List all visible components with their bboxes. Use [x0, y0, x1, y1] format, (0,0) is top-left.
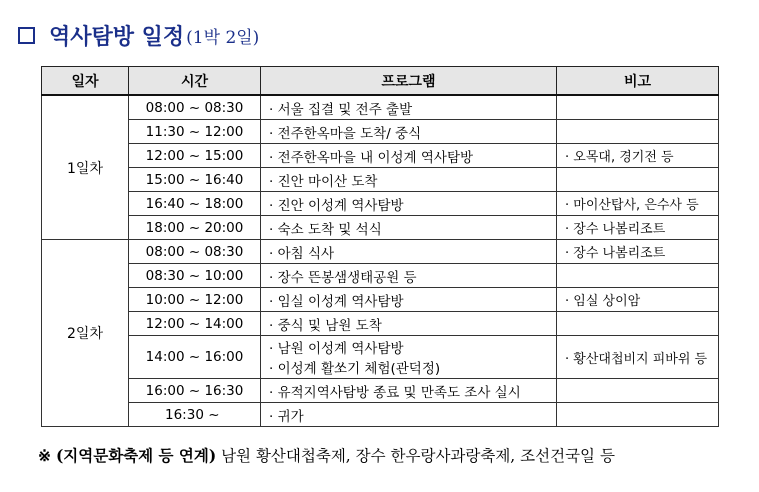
day-label: 2일차 [42, 240, 129, 427]
program-cell: · 장수 뜬봉샘생태공원 등 [261, 264, 557, 288]
table-row [42, 403, 719, 427]
time-cell: 18:00 ~ 20:00 [129, 216, 261, 240]
time-cell: 16:00 ~ 16:30 [129, 379, 261, 403]
note-cell [557, 403, 719, 427]
note-cell [557, 95, 719, 120]
table-row [42, 264, 719, 288]
page-title [18, 18, 259, 52]
table-row [42, 312, 719, 336]
program-cell: · 진안 이성계 역사탐방 [261, 192, 557, 216]
time-cell: 16:30 ~ [129, 403, 261, 427]
footnote [38, 444, 615, 466]
table-row [42, 216, 719, 240]
time-cell: 12:00 ~ 14:00 [129, 312, 261, 336]
header-time: 시간 [129, 67, 261, 96]
title-main: 역사탐방 일정 [49, 24, 185, 50]
program-cell [261, 336, 557, 379]
time-cell: 08:00 ~ 08:30 [129, 95, 261, 120]
program-cell: · 귀가 [261, 403, 557, 427]
note-cell [557, 168, 719, 192]
table-row [42, 168, 719, 192]
program-cell: · 서울 집결 및 전주 출발 [261, 95, 557, 120]
table-row [42, 120, 719, 144]
table-row [42, 336, 719, 379]
note-cell: · 임실 상이암 [557, 288, 719, 312]
note-cell: · 오목대, 경기전 등 [557, 144, 719, 168]
program-cell: · 중식 및 남원 도착 [261, 312, 557, 336]
time-cell: 16:40 ~ 18:00 [129, 192, 261, 216]
footnote-bold: (지역문화축제 등 연계) [55, 446, 217, 465]
note-cell [557, 312, 719, 336]
time-cell: 12:00 ~ 15:00 [129, 144, 261, 168]
time-cell: 11:30 ~ 12:00 [129, 120, 261, 144]
time-cell: 14:00 ~ 16:00 [129, 336, 261, 379]
note-cell [557, 379, 719, 403]
header-note: 비고 [557, 67, 719, 96]
header-program: 프로그램 [261, 67, 557, 96]
table-row [42, 95, 719, 120]
header-day: 일자 [42, 67, 129, 96]
time-cell: 10:00 ~ 12:00 [129, 288, 261, 312]
footnote-mark: ※ [38, 446, 51, 465]
schedule-table [41, 66, 719, 427]
table-row [42, 288, 719, 312]
time-cell: 08:00 ~ 08:30 [129, 240, 261, 264]
table-row [42, 144, 719, 168]
table-row [42, 379, 719, 403]
time-cell: 08:30 ~ 10:00 [129, 264, 261, 288]
program-cell: · 임실 이성계 역사탐방 [261, 288, 557, 312]
note-cell [557, 264, 719, 288]
program-cell: · 유적지역사탐방 종료 및 만족도 조사 실시 [261, 379, 557, 403]
program-cell: · 전주한옥마을 도착/ 중식 [261, 120, 557, 144]
program-line: · 이성계 활쏘기 체험(관덕정) [269, 361, 441, 377]
program-cell: · 아침 식사 [261, 240, 557, 264]
program-line: · 남원 이성계 역사탐방 [269, 341, 404, 357]
day-label: 1일차 [42, 95, 129, 240]
note-cell: · 장수 나봄리조트 [557, 240, 719, 264]
program-cell: · 숙소 도착 및 석식 [261, 216, 557, 240]
table-header-row [42, 67, 719, 96]
note-cell: · 황산대첩비지 피바위 등 [557, 336, 719, 379]
note-cell: · 마이산탑사, 은수사 등 [557, 192, 719, 216]
time-cell: 15:00 ~ 16:40 [129, 168, 261, 192]
note-cell [557, 120, 719, 144]
table-row [42, 240, 719, 264]
checkbox-square-icon [18, 27, 35, 44]
program-cell: · 진안 마이산 도착 [261, 168, 557, 192]
title-subtitle: (1박 2일) [186, 27, 260, 48]
program-cell: · 전주한옥마을 내 이성계 역사탐방 [261, 144, 557, 168]
table-row [42, 192, 719, 216]
footnote-text: 남원 황산대첩축제, 장수 한우랑사과랑축제, 조선건국일 등 [216, 447, 615, 465]
note-cell: · 장수 나봄리조트 [557, 216, 719, 240]
